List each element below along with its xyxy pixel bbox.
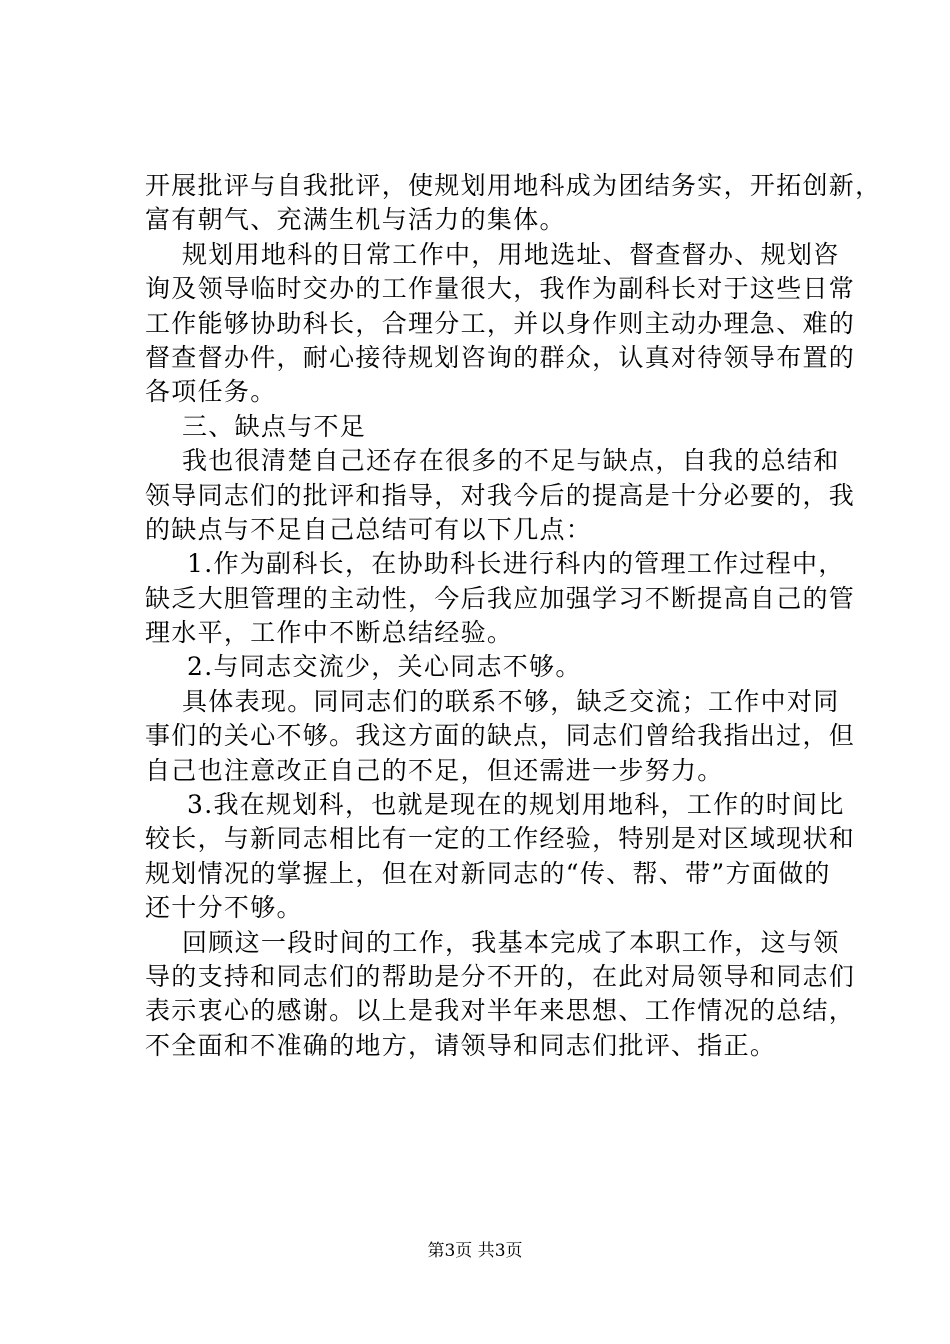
text-line: 询及领导临时交办的工作量很大，我作为副科长对于这些日常 — [145, 274, 856, 304]
text-line: 表示衷心的感谢。以上是我对半年来思想、工作情况的总结， — [145, 996, 856, 1026]
paragraph-start-line: 我也很清楚自己还存在很多的不足与缺点，自我的总结和 — [182, 446, 840, 476]
text-line: 还十分不够。 — [145, 893, 303, 923]
text-line: 较长，与新同志相比有一定的工作经验，特别是对区域现状和 — [145, 824, 856, 854]
section-heading: 三、缺点与不足 — [182, 411, 367, 441]
text-line: 督查督办件，耐心接待规划咨询的群众，认真对待领导布置的 — [145, 342, 856, 372]
text-line: 规划情况的掌握上，但在对新同志的“传、帮、带”方面做的 — [145, 858, 831, 888]
text-line: 理水平，工作中不断总结经验。 — [145, 618, 514, 648]
text-line: 的缺点与不足自己总结可有以下几点： — [145, 514, 593, 544]
list-item-line: 1.作为副科长，在协助科长进行科内的管理工作过程中， — [187, 549, 845, 579]
page-number-footer: 第3页 共3页 — [427, 1241, 523, 1261]
text-line: 开展批评与自我批评，使规划用地科成为团结务实，开拓创新， — [145, 171, 882, 200]
text-line: 各项任务。 — [145, 377, 277, 407]
text-line: 缺乏大胆管理的主动性，今后我应加强学习不断提高自己的管 — [145, 583, 856, 613]
text-line: 事们的关心不够。我这方面的缺点，同志们曾给我指出过，但 — [145, 721, 856, 751]
paragraph-start-line: 回顾这一段时间的工作，我基本完成了本职工作，这与领 — [182, 927, 840, 957]
text-line: 不全面和不准确的地方，请领导和同志们批评、指正。 — [145, 1030, 777, 1060]
list-item-line: 3.我在规划科，也就是现在的规划用地科，工作的时间比 — [187, 790, 845, 820]
text-line: 富有朝气、充满生机与活力的集体。 — [145, 205, 566, 235]
text-line: 导的支持和同志们的帮助是分不开的，在此对局领导和同志们 — [145, 961, 856, 991]
text-line: 工作能够协助科长，合理分工，并以身作则主动办理急、难的 — [145, 308, 856, 338]
document-body — [145, 169, 882, 1063]
text-line: 自己也注意改正自己的不足，但还需进一步努力。 — [145, 755, 724, 785]
paragraph-start-line: 具体表现。同同志们的联系不够，缺乏交流；工作中对同 — [182, 686, 840, 716]
list-item-line: 2.与同志交流少，关心同志不够。 — [187, 652, 582, 682]
text-line: 领导同志们的批评和指导，对我今后的提高是十分必要的，我 — [145, 480, 856, 510]
paragraph-start-line: 规划用地科的日常工作中，用地选址、督查督办、规划咨 — [182, 239, 840, 269]
